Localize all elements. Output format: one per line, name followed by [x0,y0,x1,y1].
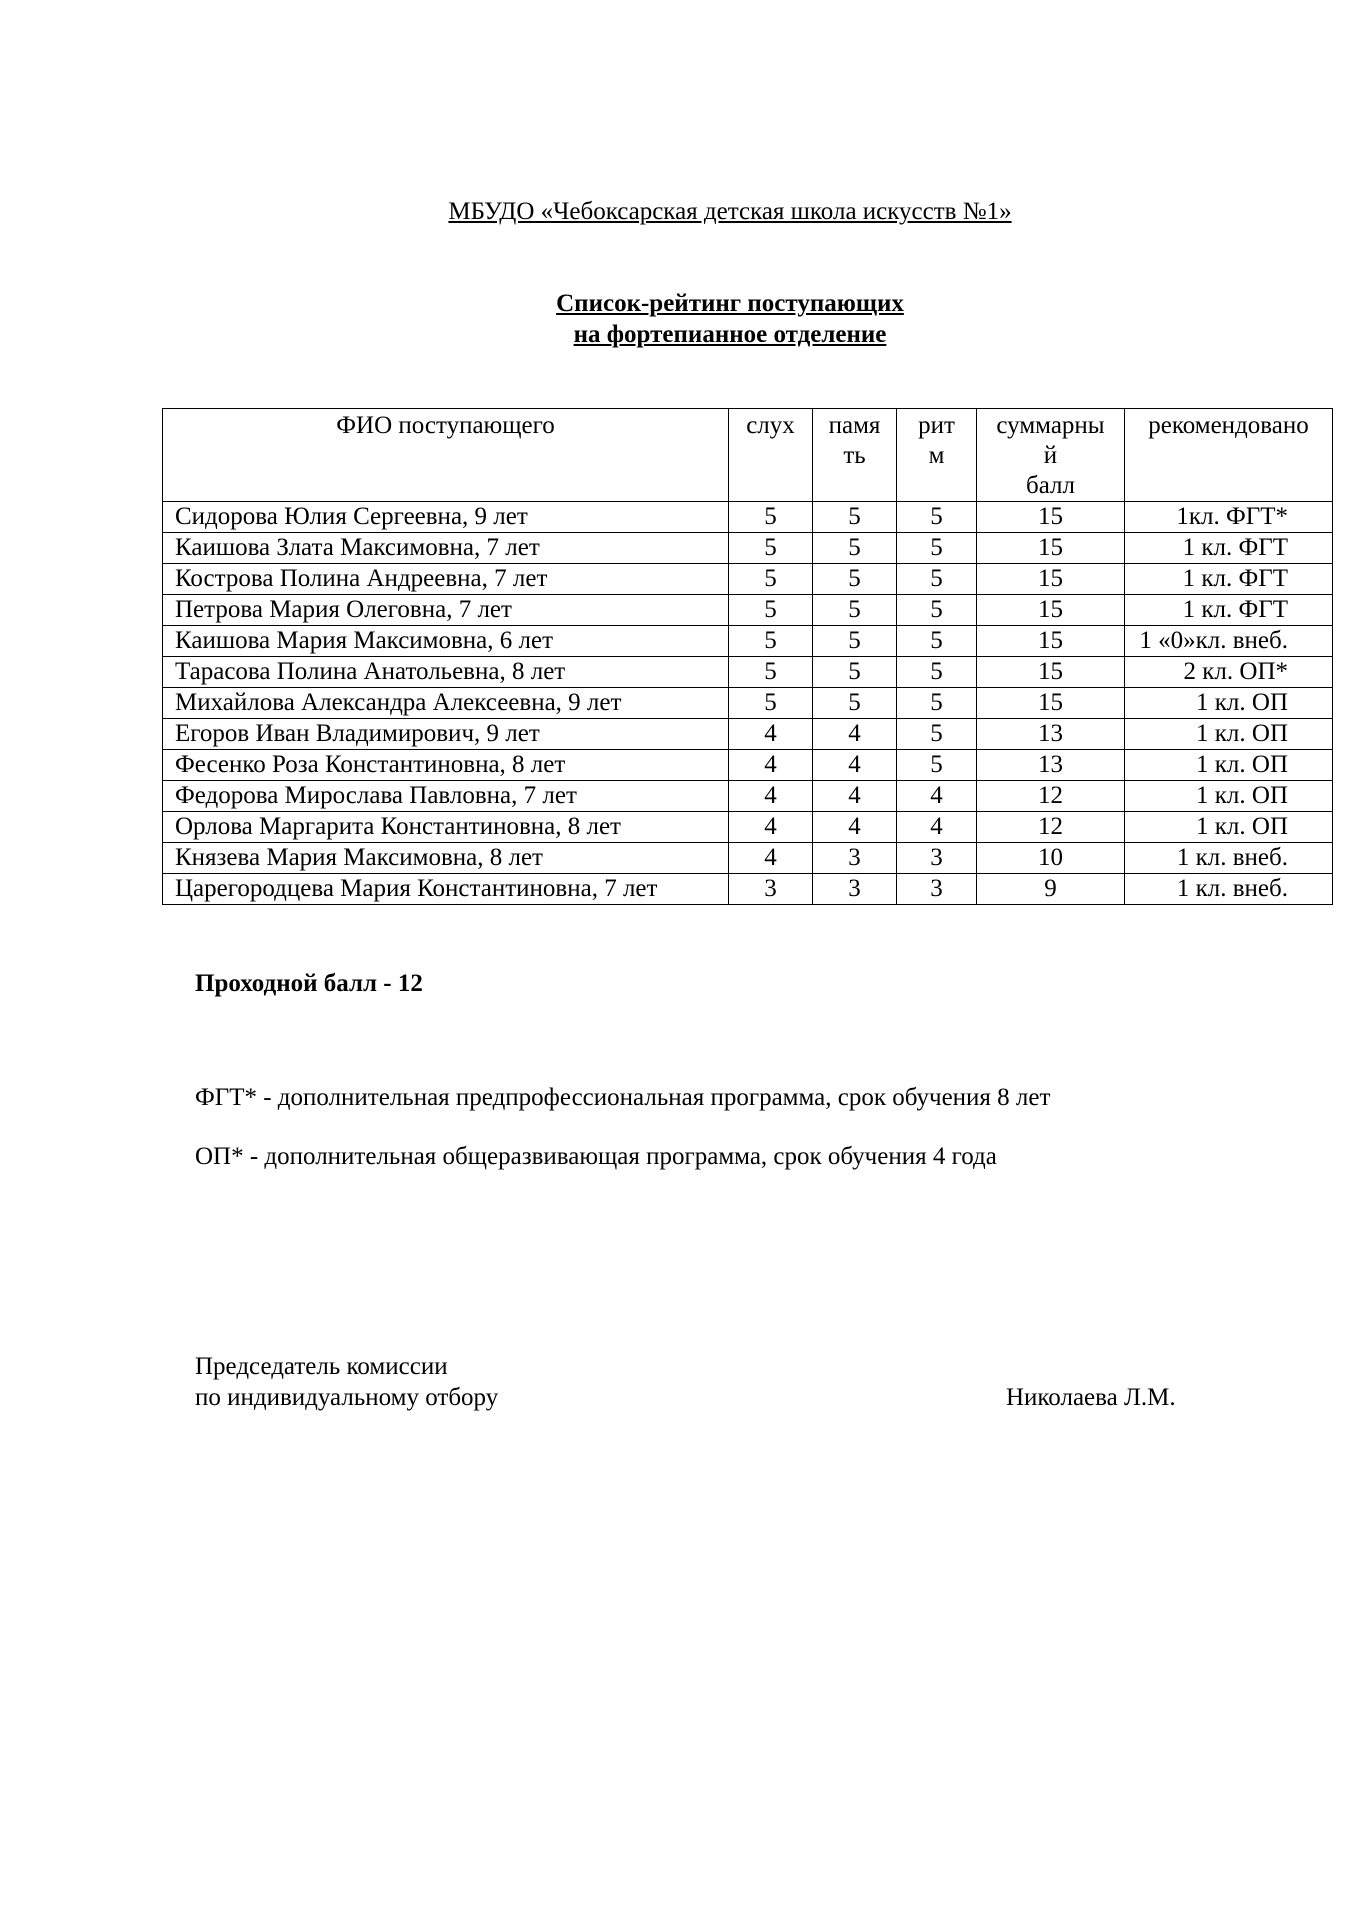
cell-rhythm: 3 [897,843,977,874]
cell-name: Сидорова Юлия Сергеевна, 9 лет [163,502,729,533]
header-total [977,409,1125,502]
cell-hearing: 3 [729,874,813,905]
cell-memory: 4 [813,719,897,750]
cell-recommended: 1 кл. ФГТ [1125,533,1333,564]
header-rhythm [897,409,977,502]
cell-hearing: 5 [729,688,813,719]
cell-rhythm: 5 [897,626,977,657]
cell-total: 10 [977,843,1125,874]
cell-recommended: 1 кл. ОП [1125,750,1333,781]
table-row [163,657,1333,688]
header-memory-line-2: ть [843,442,866,469]
cell-memory: 5 [813,657,897,688]
cell-total: 9 [977,874,1125,905]
cell-total: 15 [977,595,1125,626]
rating-table [162,408,1333,905]
cell-total: 15 [977,688,1125,719]
cell-total: 12 [977,781,1125,812]
cell-memory: 5 [813,688,897,719]
cell-total: 12 [977,812,1125,843]
cell-rhythm: 5 [897,750,977,781]
cell-recommended: 1 кл. внеб. [1125,843,1333,874]
cell-rhythm: 4 [897,781,977,812]
table-row [163,533,1333,564]
cell-rhythm: 5 [897,595,977,626]
cell-recommended: 1 кл. ОП [1125,719,1333,750]
table-row [163,843,1333,874]
header-total-line-2: й [1043,442,1058,469]
cell-recommended: 1 кл. ФГТ [1125,564,1333,595]
cell-total: 13 [977,719,1125,750]
table-row [163,750,1333,781]
cell-name: Михайлова Александра Алексеевна, 9 лет [163,688,729,719]
cell-name: Фесенко Роза Константиновна, 8 лет [163,750,729,781]
cell-memory: 4 [813,812,897,843]
cell-memory: 5 [813,502,897,533]
table-row [163,812,1333,843]
cell-memory: 4 [813,750,897,781]
title-line-2: на фортепианное отделение [573,321,887,348]
header-memory-line-1: памя [828,412,881,439]
signature-title-line-1: Председатель комиссии [195,1353,448,1380]
cell-memory: 3 [813,843,897,874]
header-name: ФИО поступающего [163,409,729,502]
cell-hearing: 4 [729,781,813,812]
header-total-line-1: суммарны [996,412,1105,439]
cell-total: 15 [977,626,1125,657]
cell-recommended: 1кл. ФГТ* [1125,502,1333,533]
cell-name: Петрова Мария Олеговна, 7 лет [163,595,729,626]
cell-total: 15 [977,502,1125,533]
cell-recommended: 1 кл. ОП [1125,781,1333,812]
passing-score: Проходной балл - 12 [195,970,423,997]
cell-hearing: 5 [729,564,813,595]
table-row [163,595,1333,626]
cell-hearing: 4 [729,750,813,781]
institution-name: МБУДО «Чебоксарская детская школа искусств №1» [448,198,1012,225]
table-row [163,564,1333,595]
cell-recommended: 1 «0»кл. внеб. [1125,626,1333,657]
cell-name: Кострова Полина Андреевна, 7 лет [163,564,729,595]
note-op: ОП* - дополнительная общеразвивающая программа, срок обучения 4 года [195,1143,997,1170]
table-row [163,781,1333,812]
table-row [163,719,1333,750]
signer-name: Николаева Л.М. [1006,1384,1176,1411]
document-title [0,288,1357,350]
cell-recommended: 1 кл. внеб. [1125,874,1333,905]
cell-rhythm: 5 [897,657,977,688]
cell-name: Царегородцева Мария Константиновна, 7 лет [163,874,729,905]
table-row [163,626,1333,657]
cell-memory: 4 [813,781,897,812]
cell-memory: 5 [813,626,897,657]
header-rhythm-line-2: м [928,442,945,469]
title-line-1: Список-рейтинг поступающих [556,290,904,317]
cell-recommended: 1 кл. ОП [1125,688,1333,719]
cell-name: Князева Мария Максимовна, 8 лет [163,843,729,874]
cell-hearing: 5 [729,657,813,688]
cell-name: Каишова Мария Максимовна, 6 лет [163,626,729,657]
cell-hearing: 5 [729,502,813,533]
cell-rhythm: 5 [897,719,977,750]
table-row [163,502,1333,533]
cell-name: Орлова Маргарита Константиновна, 8 лет [163,812,729,843]
cell-total: 13 [977,750,1125,781]
header-hearing: слух [729,409,813,502]
signature-title-line-2: по индивидуальному отбору [195,1384,499,1411]
cell-name: Каишова Злата Максимовна, 7 лет [163,533,729,564]
cell-rhythm: 5 [897,533,977,564]
header-total-line-3: балл [1026,472,1075,499]
cell-total: 15 [977,564,1125,595]
cell-recommended: 1 кл. ФГТ [1125,595,1333,626]
header-rhythm-line-1: рит [918,412,955,439]
cell-rhythm: 4 [897,812,977,843]
cell-memory: 5 [813,533,897,564]
cell-memory: 3 [813,874,897,905]
cell-hearing: 4 [729,719,813,750]
cell-total: 15 [977,533,1125,564]
cell-hearing: 4 [729,812,813,843]
cell-hearing: 5 [729,595,813,626]
table-row [163,874,1333,905]
cell-name: Тарасова Полина Анатольевна, 8 лет [163,657,729,688]
cell-rhythm: 3 [897,874,977,905]
cell-hearing: 4 [729,843,813,874]
cell-recommended: 2 кл. ОП* [1125,657,1333,688]
cell-memory: 5 [813,595,897,626]
table-header-row [163,409,1333,502]
note-fgt: ФГТ* - дополнительная предпрофессиональная программа, срок обучения 8 лет [195,1084,1051,1111]
cell-hearing: 5 [729,626,813,657]
cell-total: 15 [977,657,1125,688]
header-memory [813,409,897,502]
cell-memory: 5 [813,564,897,595]
cell-rhythm: 5 [897,688,977,719]
cell-hearing: 5 [729,533,813,564]
cell-rhythm: 5 [897,564,977,595]
signature-block [195,1351,498,1413]
cell-name: Егоров Иван Владимирович, 9 лет [163,719,729,750]
table-row [163,688,1333,719]
cell-name: Федорова Мирослава Павловна, 7 лет [163,781,729,812]
cell-rhythm: 5 [897,502,977,533]
header-recommended: рекомендовано [1125,409,1333,502]
cell-recommended: 1 кл. ОП [1125,812,1333,843]
